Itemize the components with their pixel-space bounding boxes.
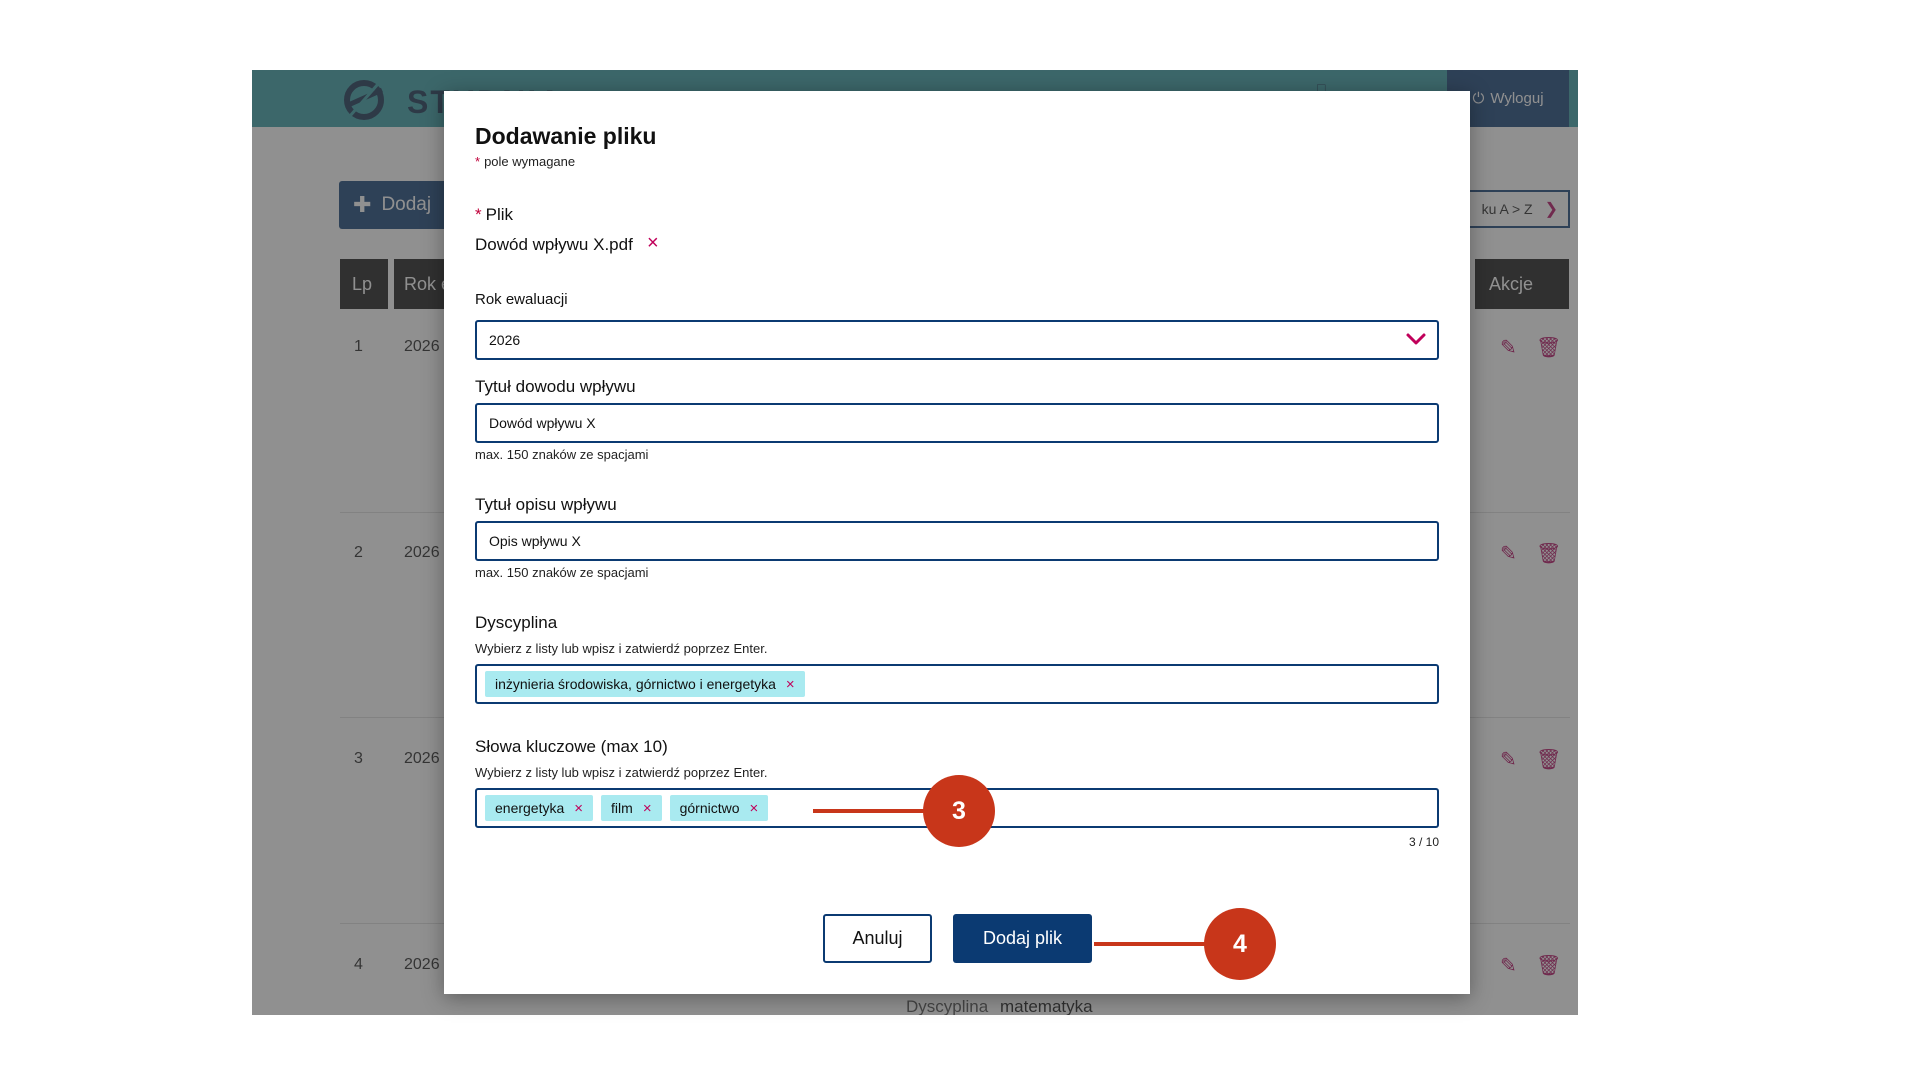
keywords-help: Wybierz z listy lub wpisz i zatwierdź poprzez Enter.	[475, 765, 768, 780]
year-label: Rok ewaluacji	[475, 291, 568, 308]
keywords-counter: 3 / 10	[1408, 835, 1439, 849]
file-name: Dowód wpływu X.pdf	[475, 235, 633, 254]
dialog-title: Dodawanie pliku	[475, 123, 657, 149]
year-value: 2026	[489, 332, 521, 348]
remove-chip-icon[interactable]: ×	[749, 799, 759, 817]
keyword-chip	[670, 795, 769, 821]
description-title-help: max. 150 znaków ze spacjami	[475, 565, 649, 580]
description-title-label: Tytuł opisu wpływu	[475, 495, 617, 514]
step-3-badge: 3	[923, 775, 995, 847]
add-file-button[interactable]: Dodaj plik	[953, 914, 1092, 963]
keywords-label: Słowa kluczowe (max 10)	[475, 737, 668, 756]
cancel-button[interactable]: Anuluj	[823, 914, 932, 963]
keyword-chip	[601, 795, 662, 821]
description-title-value: Opis wpływu X	[489, 533, 581, 549]
required-star: *	[475, 205, 482, 224]
step-4-badge: 4	[1204, 908, 1276, 980]
remove-file-icon[interactable]: ×	[647, 232, 659, 254]
discipline-chip	[485, 671, 805, 697]
chip-label: inżynieria środowiska, górnictwo i energetyka	[495, 676, 776, 692]
chip-label: górnictwo	[679, 800, 740, 816]
chip-label: energetyka	[495, 800, 565, 816]
chevron-down-icon	[1405, 328, 1427, 350]
year-select[interactable]	[475, 320, 1439, 360]
discipline-input[interactable]	[475, 664, 1439, 704]
proof-title-label: Tytuł dowodu wpływu	[475, 377, 636, 396]
required-note-text: pole wymagane	[484, 154, 576, 169]
keyword-chip	[485, 795, 593, 821]
discipline-help: Wybierz z listy lub wpisz i zatwierdź poprzez Enter.	[475, 641, 768, 656]
proof-title-value: Dowód wpływu X	[489, 415, 596, 431]
required-star: *	[475, 154, 481, 169]
remove-chip-icon[interactable]: ×	[642, 799, 652, 817]
add-file-dialog	[444, 91, 1470, 994]
callout-line-4	[1094, 942, 1209, 946]
file-label	[475, 205, 513, 225]
callout-line-3	[813, 809, 931, 813]
required-note	[475, 154, 575, 169]
proof-title-input[interactable]	[475, 403, 1439, 443]
proof-title-help: max. 150 znaków ze spacjami	[475, 447, 649, 462]
remove-chip-icon[interactable]: ×	[574, 799, 584, 817]
description-title-input[interactable]	[475, 521, 1439, 561]
chip-label: film	[611, 800, 633, 816]
remove-chip-icon[interactable]: ×	[785, 675, 795, 693]
discipline-field-label: Dyscyplina	[475, 613, 558, 632]
file-label-text: Plik	[485, 205, 514, 224]
